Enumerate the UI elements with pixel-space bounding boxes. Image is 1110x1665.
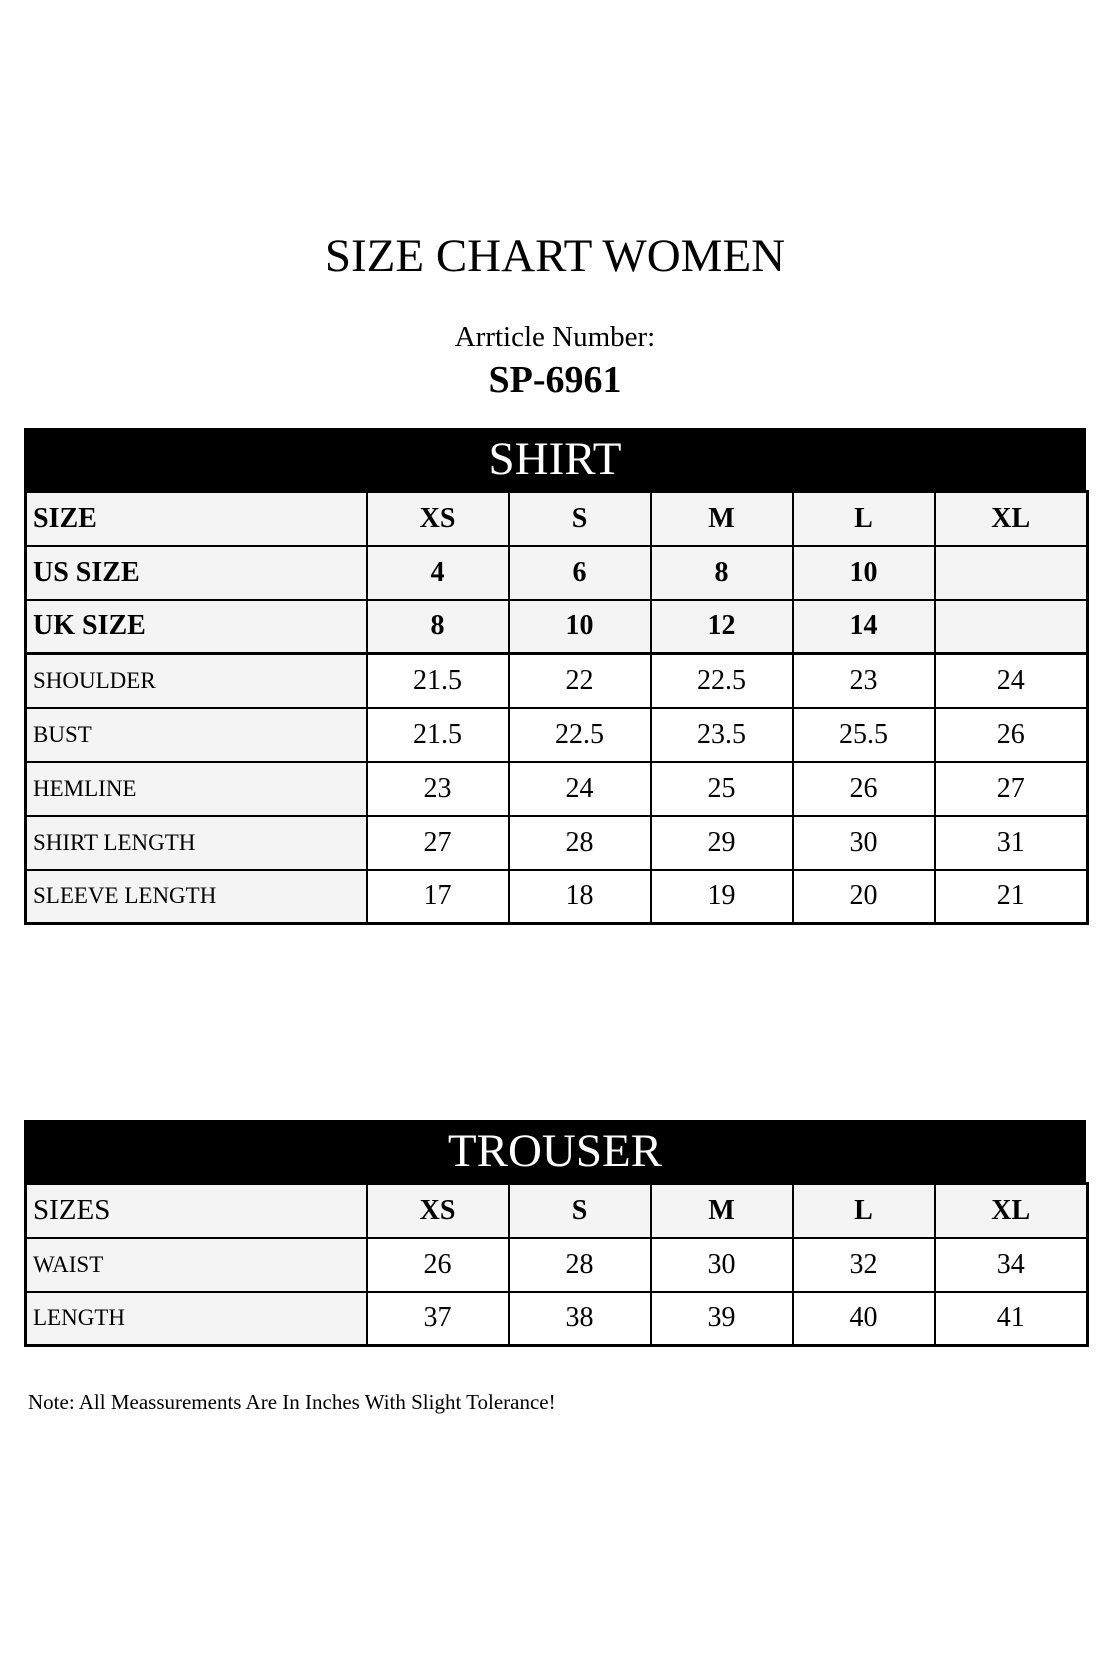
table-cell: 40 <box>793 1292 935 1346</box>
table-cell: 8 <box>367 600 509 654</box>
table-cell: 22.5 <box>651 654 793 708</box>
table-cell: 21.5 <box>367 708 509 762</box>
table-cell: 38 <box>509 1292 651 1346</box>
table-cell: 10 <box>509 600 651 654</box>
table-cell: 27 <box>367 816 509 870</box>
row-label: US SIZE <box>26 546 367 600</box>
table-cell: 18 <box>509 870 651 924</box>
table-cell: S <box>509 492 651 546</box>
table-cell: 4 <box>367 546 509 600</box>
table-cell: 32 <box>793 1238 935 1292</box>
table-cell: 6 <box>509 546 651 600</box>
table-row <box>26 708 1088 762</box>
table-cell: 27 <box>935 762 1088 816</box>
table-cell: 24 <box>509 762 651 816</box>
row-label: SHIRT LENGTH <box>26 816 367 870</box>
table-cell: 23 <box>793 654 935 708</box>
table-cell: XS <box>367 1184 509 1238</box>
table-cell: 14 <box>793 600 935 654</box>
table-cell: 41 <box>935 1292 1088 1346</box>
trouser-size-table <box>24 1120 1086 1347</box>
article-number: SP-6961 <box>488 359 622 401</box>
row-label: WAIST <box>26 1238 367 1292</box>
table-cell: 39 <box>651 1292 793 1346</box>
table-cell <box>935 600 1088 654</box>
table-cell: M <box>651 1184 793 1238</box>
page-title: SIZE CHART WOMEN <box>324 230 786 282</box>
table-cell: 30 <box>651 1238 793 1292</box>
table-row <box>26 600 1088 654</box>
table-cell: 23.5 <box>651 708 793 762</box>
trouser-heading: TROUSER <box>24 1120 1086 1182</box>
table-cell: 19 <box>651 870 793 924</box>
table-cell: 21.5 <box>367 654 509 708</box>
row-label: BUST <box>26 708 367 762</box>
table-cell: XL <box>935 492 1088 546</box>
table-row <box>26 816 1088 870</box>
shirt-heading: SHIRT <box>24 428 1086 490</box>
table-row <box>26 870 1088 924</box>
table-cell: 26 <box>793 762 935 816</box>
row-label: HEMLINE <box>26 762 367 816</box>
measurement-note: Note: All Meassurements Are In Inches With Slight Tolerance! <box>28 1390 556 1414</box>
table-cell: S <box>509 1184 651 1238</box>
row-label: SLEEVE LENGTH <box>26 870 367 924</box>
row-label: UK SIZE <box>26 600 367 654</box>
table-row <box>26 492 1088 546</box>
table-cell: 26 <box>367 1238 509 1292</box>
table-cell: XS <box>367 492 509 546</box>
article-number-label: Arrticle Number: <box>454 321 656 353</box>
table-cell <box>935 546 1088 600</box>
table-cell: 25 <box>651 762 793 816</box>
table-cell: L <box>793 1184 935 1238</box>
table-cell: 12 <box>651 600 793 654</box>
table-cell: 34 <box>935 1238 1088 1292</box>
table-cell: 22.5 <box>509 708 651 762</box>
table-cell: 25.5 <box>793 708 935 762</box>
table-cell: M <box>651 492 793 546</box>
table-cell: L <box>793 492 935 546</box>
table-cell: 10 <box>793 546 935 600</box>
table-row <box>26 546 1088 600</box>
row-label: SHOULDER <box>26 654 367 708</box>
table-cell: 8 <box>651 546 793 600</box>
shirt-size-table <box>24 428 1086 925</box>
table-cell: 28 <box>509 816 651 870</box>
table-cell: 31 <box>935 816 1088 870</box>
table-cell: 30 <box>793 816 935 870</box>
shirt-table <box>24 490 1089 925</box>
table-cell: 20 <box>793 870 935 924</box>
table-row <box>26 1238 1088 1292</box>
table-cell: 28 <box>509 1238 651 1292</box>
table-cell: 29 <box>651 816 793 870</box>
row-label: LENGTH <box>26 1292 367 1346</box>
table-cell: XL <box>935 1184 1088 1238</box>
table-cell: 23 <box>367 762 509 816</box>
table-row <box>26 1184 1088 1238</box>
table-row <box>26 762 1088 816</box>
table-cell: 26 <box>935 708 1088 762</box>
row-label: SIZES <box>26 1184 367 1238</box>
table-cell: 24 <box>935 654 1088 708</box>
table-cell: 17 <box>367 870 509 924</box>
row-label: SIZE <box>26 492 367 546</box>
table-cell: 37 <box>367 1292 509 1346</box>
trouser-table <box>24 1182 1089 1347</box>
table-cell: 21 <box>935 870 1088 924</box>
table-row <box>26 1292 1088 1346</box>
table-cell: 22 <box>509 654 651 708</box>
table-row <box>26 654 1088 708</box>
